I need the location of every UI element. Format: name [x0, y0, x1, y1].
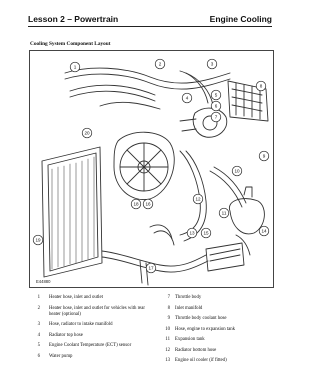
callout-13: [187, 228, 197, 238]
legend-item: [163, 337, 275, 343]
header-rule: [28, 26, 272, 27]
svg-text:5: 5: [214, 92, 218, 98]
legend-item-text: Engine oil cooler (if fitted): [175, 358, 227, 363]
legend-column-left: [30, 295, 148, 364]
legend-item: [163, 348, 275, 354]
section-title: Engine Cooling: [209, 14, 272, 24]
legend-item-text: Inlet manifold: [175, 305, 203, 311]
callout-6: [211, 101, 221, 111]
legend-item-number: 4: [37, 332, 40, 338]
callout-18: [131, 199, 141, 209]
svg-text:10: 10: [234, 168, 240, 174]
page-header: [28, 6, 272, 28]
callout-1: [70, 62, 80, 72]
legend-item-text: Throttle body coolant hose: [175, 316, 227, 321]
legend-item-text: Heater hose, inlet and outlet: [49, 295, 103, 300]
callout-3: [207, 59, 217, 69]
svg-text:7: 7: [214, 114, 218, 120]
image-code: E44880: [36, 279, 51, 284]
legend-item: [30, 322, 148, 328]
svg-text:18: 18: [133, 201, 139, 207]
svg-text:11: 11: [221, 210, 227, 216]
svg-text:2: 2: [158, 61, 162, 67]
legend-item: [163, 306, 275, 312]
svg-text:12: 12: [195, 196, 201, 202]
callout-2: [155, 59, 165, 69]
legend-item-text: Expansion tank: [175, 337, 205, 342]
legend-item-number: 13: [165, 358, 170, 363]
legend-item: [30, 333, 148, 339]
svg-text:1: 1: [73, 64, 77, 70]
callout-8: [256, 81, 266, 91]
svg-text:6: 6: [214, 103, 218, 109]
callout-5: [211, 90, 221, 100]
svg-text:19: 19: [35, 237, 41, 243]
legend-item: [163, 358, 275, 364]
svg-text:15: 15: [203, 230, 209, 236]
legend-item: [30, 295, 148, 301]
svg-text:13: 13: [189, 230, 195, 236]
legend-item-number: 11: [165, 337, 170, 342]
callout-4: [182, 93, 192, 103]
callout-19: [33, 235, 43, 245]
legend-item-text: Water pump: [49, 353, 73, 359]
callout-20: [82, 128, 92, 138]
legend-item-text: Radiator top hose: [49, 332, 83, 338]
cooling-system-illustration: [30, 51, 275, 289]
callout-17: [146, 263, 156, 273]
legend-item-text: Heater hose, inlet and outlet for vehicles with rear heater (optional): [49, 305, 146, 317]
legend-item-number: 1: [37, 295, 40, 300]
legend-item: [163, 295, 275, 301]
callout-10: [232, 166, 242, 176]
svg-text:4: 4: [185, 95, 189, 101]
svg-text:8: 8: [259, 83, 263, 89]
lesson-title: Lesson 2 – Powertrain: [28, 14, 119, 24]
legend-item: [30, 306, 148, 318]
legend-item-text: Engine Coolant Temperature (ECT) sensor: [49, 343, 132, 348]
svg-text:17: 17: [148, 265, 154, 271]
figure-caption: Cooling System Component Layout: [30, 41, 111, 47]
callout-9: [259, 151, 269, 161]
legend-item-text: Throttle body: [175, 295, 202, 300]
legend-item-text: Hose, engine to expansion tank: [175, 326, 236, 332]
legend-item-number: 3: [37, 322, 40, 327]
legend-item: [163, 327, 275, 333]
legend-item-text: Radiator bottom hose: [175, 347, 217, 353]
callout-11: [219, 208, 229, 218]
legend-item: [163, 316, 275, 322]
callout-14: [259, 226, 269, 236]
svg-text:3: 3: [210, 61, 214, 67]
legend-item-number: 2: [37, 305, 40, 311]
legend-item-number: 7: [167, 295, 170, 300]
legend-item-number: 10: [165, 326, 170, 332]
callout-15: [201, 228, 211, 238]
svg-text:16: 16: [145, 201, 151, 207]
legend-item-number: 9: [167, 316, 170, 321]
legend-item-text: Hose, radiator to intake manifold: [49, 322, 113, 327]
legend-item-number: 6: [37, 353, 40, 359]
callout-16: [143, 199, 153, 209]
svg-text:20: 20: [84, 130, 90, 136]
component-layout-figure: [29, 50, 274, 288]
svg-text:9: 9: [262, 153, 266, 159]
legend-item-number: 5: [37, 343, 40, 348]
legend-item: [30, 354, 148, 360]
legend-item-number: 12: [165, 347, 170, 353]
svg-text:14: 14: [261, 228, 267, 234]
callout-7: [211, 112, 221, 122]
legend-item: [30, 343, 148, 349]
callout-12: [193, 194, 203, 204]
legend-item-number: 8: [167, 305, 170, 311]
legend-column-right: [163, 295, 275, 369]
